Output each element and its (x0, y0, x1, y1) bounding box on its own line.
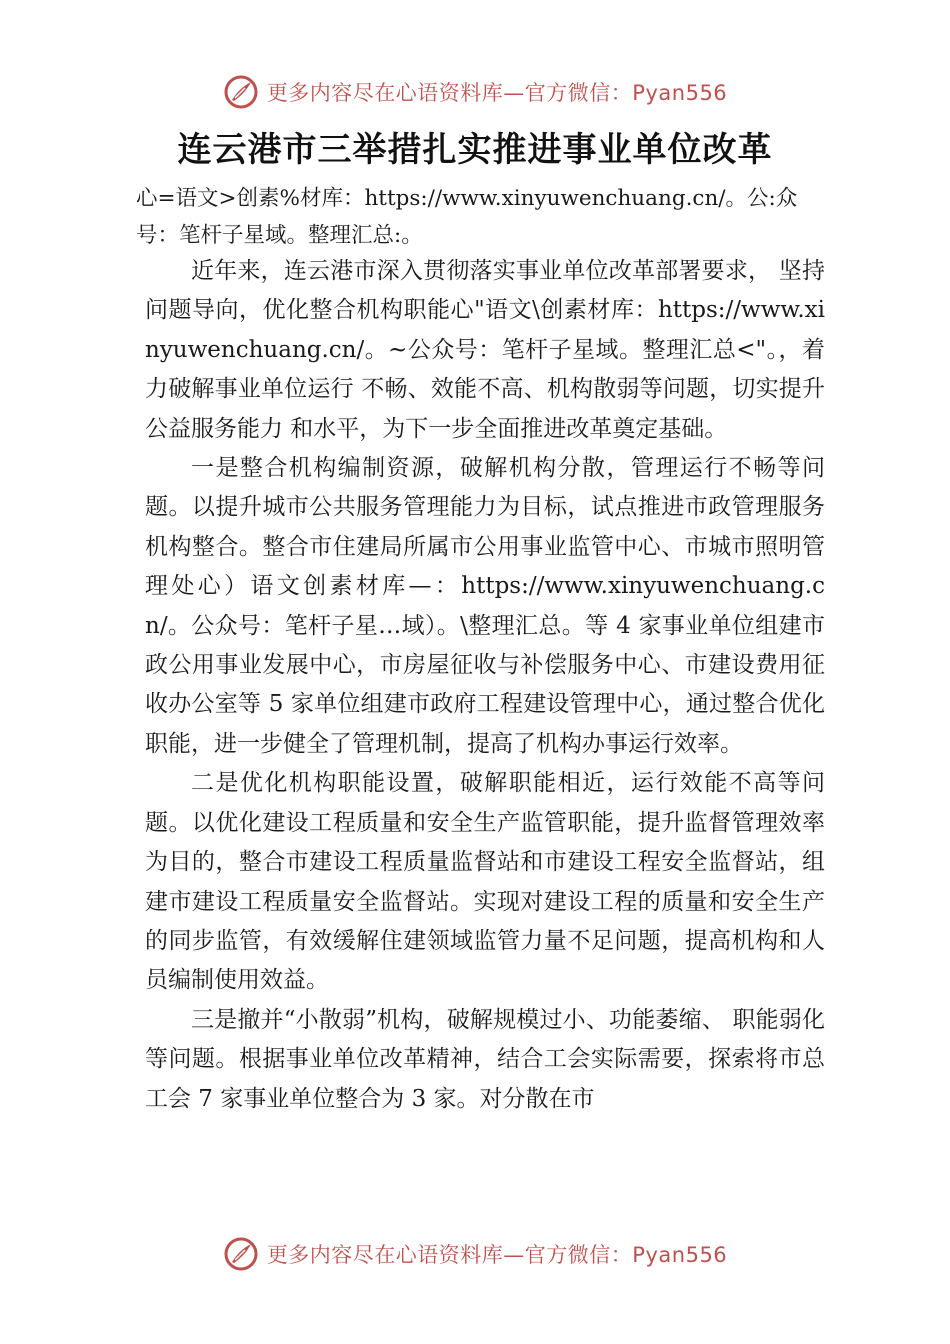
paragraph: 二是优化机构职能设置，破解职能相近，运行效能不高等问题。以优化建设工程质量和安全生产监管职能，提升监督管理效率为目的，整合市建设工程质量监督站和市建设工程安全监督站，组建市建设工程质量安全监督站。实现对建设工程的质量和安全生产的同步监管，有效缓解住建领域监管力量不足问题，提高机构和人员编制使用效益。 (145, 770, 825, 994)
source-line: 心=语文>创素%材库：https://www.xinyuwenchuang.cn/。公:众号：笔杆子星域。整理汇总:。 (136, 186, 798, 248)
watermark-text: 更多内容尽在心语资料库—官方微信：Pyan556 (266, 1243, 728, 1267)
document-body (145, 252, 825, 1119)
quill-logo-icon (223, 1236, 259, 1272)
paragraph: 近年来，连云港市深入贯彻落实事业单位改革部署要求， 坚持问题导向，优化整合机构职能心"语文\创素材库：https://www.xinyuwenchuang.cn/。~公众号：笔杆子星域。整理汇总<"。，着力破解事业单位运行 不畅、效能不高、机构散弱等问题，切实提升公益服务能力 和水平，为下一步全面推进改革奠定基础。 (145, 258, 825, 442)
watermark-banner-bottom (0, 1236, 950, 1272)
watermark-banner-top (0, 74, 950, 110)
quill-logo-icon (223, 74, 259, 110)
paragraph: 一是整合机构编制资源，破解机构分散，管理运行不畅等问题。以提升城市公共服务管理能力为目标，试点推进市政管理服务机构整合。整合市住建局所属市公用事业监管中心、市城市照明管理处心）语文创素材库—：https://www.xinyuwenchuang.cn/。公众号：笔杆子星…域）。\整理汇总。等 4 家事业单位组建市政公用事业发展中心，市房屋征收与补偿服务中心、市建设费用征收办公室等 5 家单位组建市政府工程建设管理中心，通过整合优化职能，进一步健全了管理机制，提高了机构办事运行效率。 (145, 455, 825, 757)
paragraph: 三是撤并“小散弱”机构，破解规模过小、功能萎缩、 职能弱化等问题。根据事业单位改革精神，结合工会实际需要，探索将市总工会 7 家事业单位整合为 3 家。对分散在市 (145, 1006, 825, 1112)
document-title: 连云港市三举措扎实推进事业单位改革 (177, 130, 773, 170)
watermark-text: 更多内容尽在心语资料库—官方微信：Pyan556 (266, 81, 728, 105)
